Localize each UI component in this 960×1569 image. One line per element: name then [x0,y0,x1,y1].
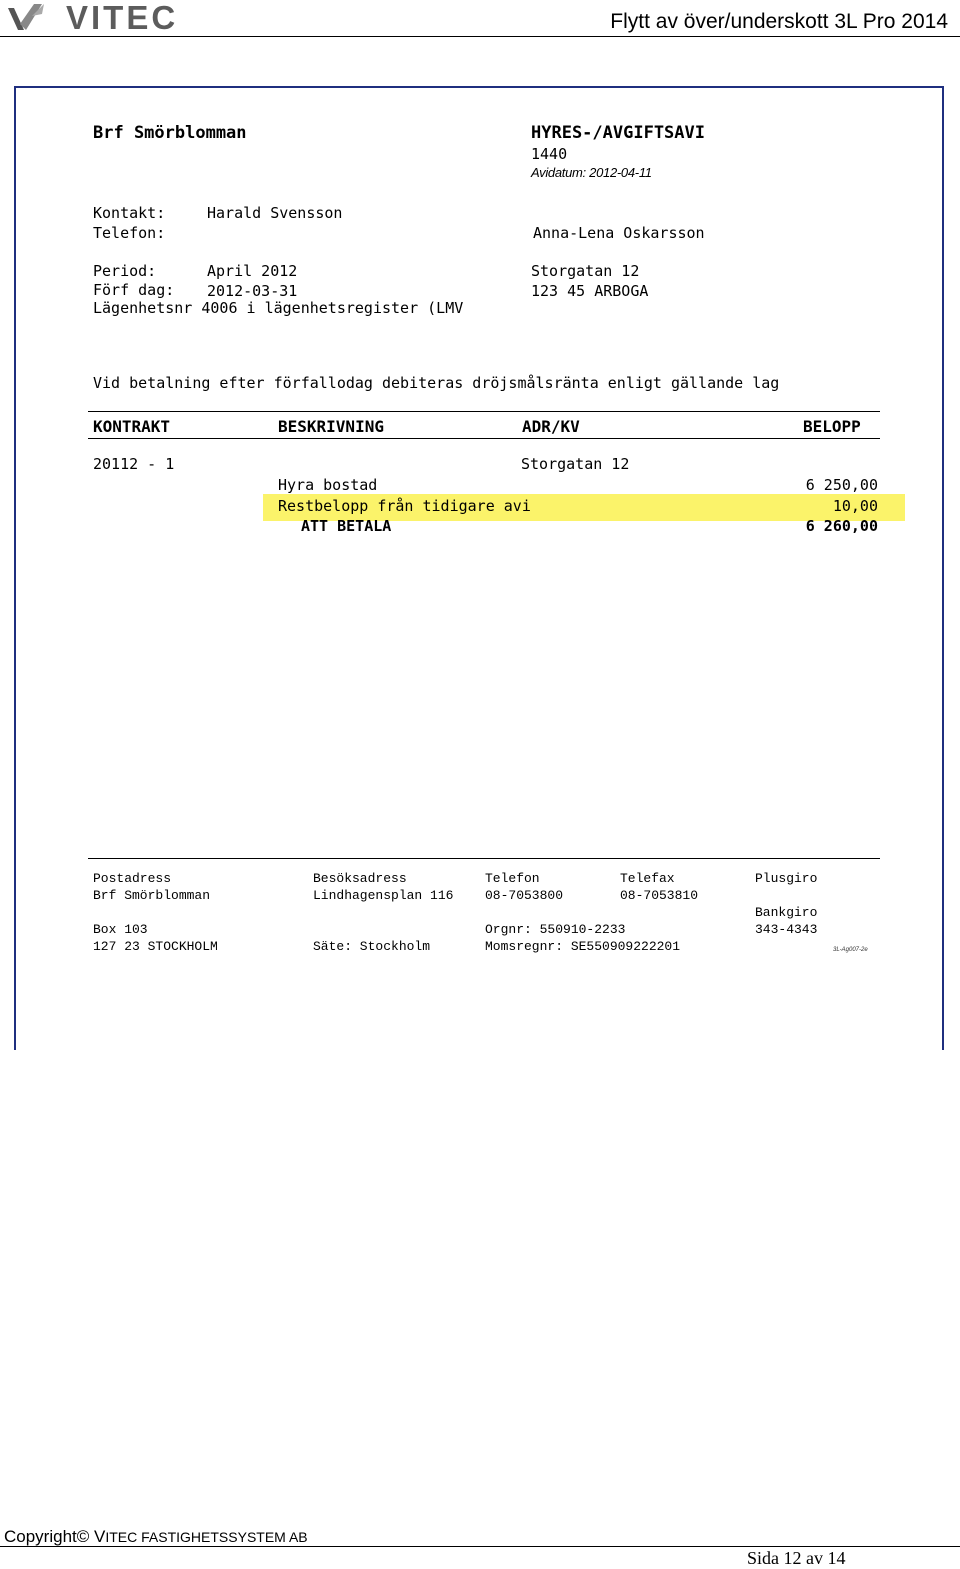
column-header-contract: KONTRAKT [93,417,171,436]
postal-name: Brf Smörblomman [93,888,211,903]
apartment-line: Lägenhetsnr 4006 i lägenhetsregister (LMV [93,299,464,317]
page-number: Sida 12 av 14 [747,1548,846,1568]
total-amount: 6 260,00 [805,517,878,535]
period-value: April 2012 [207,262,298,280]
late-payment-notice: Vid betalning efter förfallodag debiteras dröjsmålsränta enligt gällande lag [93,374,780,392]
due-date-value: 2012-03-31 [207,282,298,300]
column-header-description: BESKRIVNING [278,417,384,436]
recipient-name: Anna-Lena Oskarsson [533,224,705,242]
visit-label: Besöksadress [313,871,407,886]
period-label: Period: [93,262,157,280]
contract-address: Storgatan 12 [521,455,630,473]
header-divider [0,36,960,37]
total-label: ATT BETALA [301,517,392,535]
postal-city: 127 23 STOCKHOLM [93,939,218,954]
table-top-rule [88,411,880,412]
copyright-company: ITEC FASTIGHETSSYSTEM AB [105,1529,308,1545]
footer-phone-label: Telefon [485,871,540,886]
avi-number: 1440 [531,145,568,163]
vitec-logo-mark-icon [8,4,44,30]
phone-label: Telefon: [93,224,166,242]
footer-divider [0,1546,960,1547]
contact-label: Kontakt: [93,204,166,222]
bankgiro-value: 343-4343 [755,922,818,937]
document-title: Flytt av över/underskott 3L Pro 2014 [610,10,948,33]
bankgiro-label: Bankgiro [755,905,818,920]
vat-number: Momsregnr: SE550909222201 [485,939,681,954]
row-amount: 10,00 [832,497,878,515]
column-header-address: ADR/KV [522,417,580,436]
recipient-street: Storgatan 12 [531,262,640,280]
row-amount: 6 250,00 [805,476,878,494]
fax-value: 08-7053810 [620,888,699,903]
invoice-footer-rule [88,858,880,859]
postal-label: Postadress [93,871,172,886]
due-date-label: Förf dag: [93,281,175,299]
footer-phone-value: 08-7053800 [485,888,564,903]
copyright [4,1527,308,1547]
form-code: 3L-Ag007-2e [833,947,868,953]
copyright-prefix: Copyright© V [4,1527,106,1546]
fax-label: Telefax [620,871,675,886]
table-header-rule [88,438,880,439]
visit-street: Lindhagensplan 116 [313,888,454,903]
vitec-logo [6,2,206,34]
avi-date: Avidatum: 2012-04-11 [531,165,652,180]
contact-value: Harald Svensson [207,204,343,222]
column-header-amount: BELOPP [803,417,861,436]
logo-text: VITEC [66,2,179,34]
row-description: Hyra bostad [278,476,378,494]
org-number: Orgnr: 550910-2233 [485,922,626,937]
contract-number: 20112 - 1 [93,455,175,473]
plusgiro-label: Plusgiro [755,871,818,886]
recipient-city: 123 45 ARBOGA [531,282,649,300]
document-type: HYRES-/AVGIFTSAVI [531,123,705,143]
row-description: Restbelopp från tidigare avi [278,497,531,515]
seat: Säte: Stockholm [313,939,431,954]
postal-box: Box 103 [93,922,148,937]
company-name: Brf Smörblomman [93,123,247,143]
